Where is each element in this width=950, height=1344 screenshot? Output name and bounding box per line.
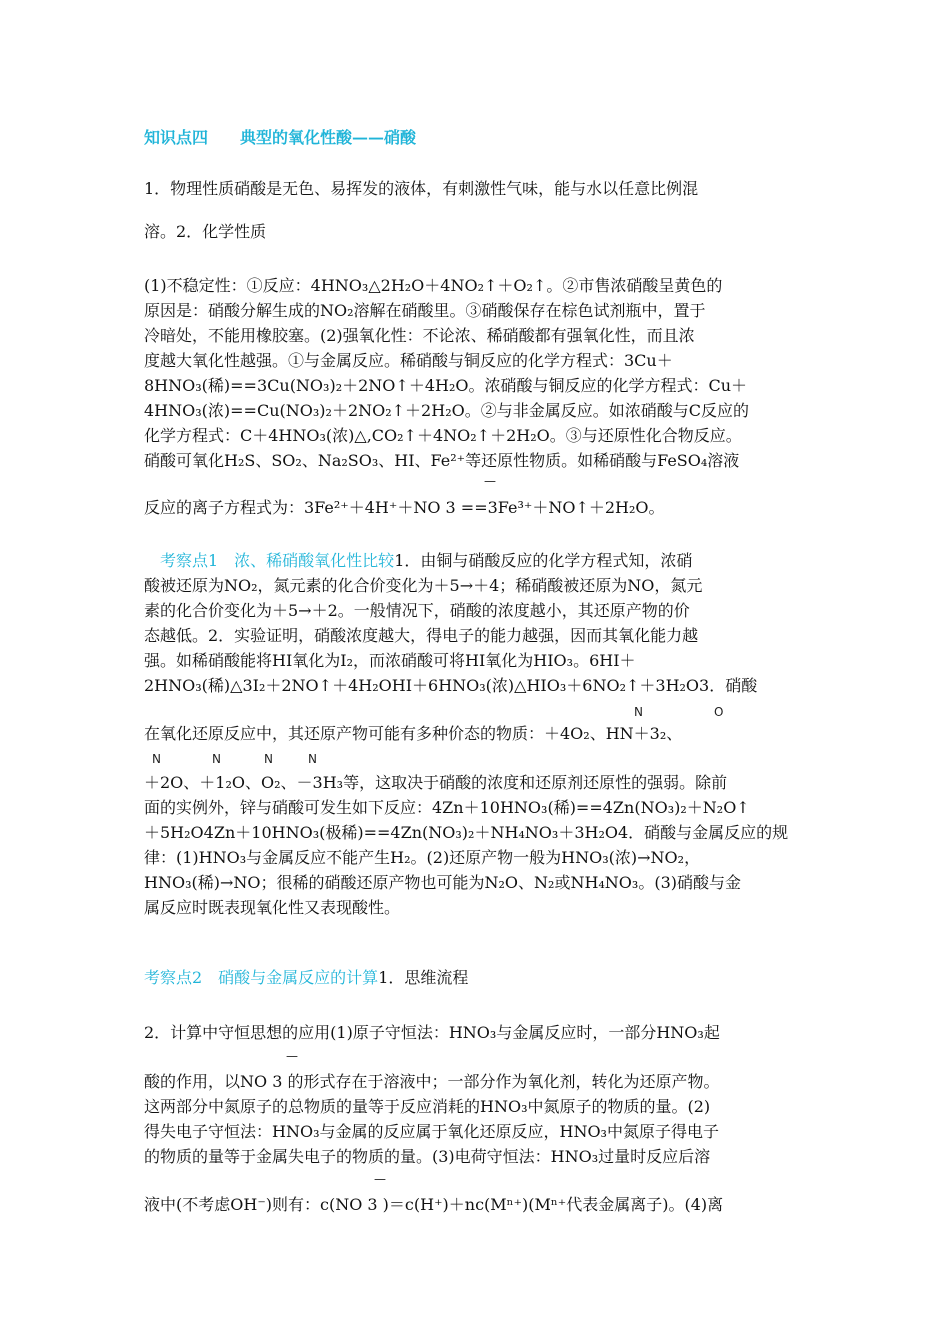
kaocha-1-line bbox=[144, 551, 692, 571]
section-title: 知识点四 典型的氧化性酸——硝酸 bbox=[144, 128, 417, 147]
kaocha-2-title: 考察点2 硝酸与金属反应的计算 bbox=[144, 968, 379, 987]
paragraph-line: 1．物理性质硝酸是无色、易挥发的液体，有刺激性气味，能与水以任意比例混 bbox=[144, 179, 699, 198]
paragraph-line: 素的化合价变化为＋5→＋2。一般情况下，硝酸的浓度越小，其还原产物的价 bbox=[144, 601, 690, 620]
paragraph-line: 液中(不考虑OH⁻)则有：c(NO 3 )＝c(H⁺)＋nc(Mⁿ⁺)(Mⁿ⁺代表金属离子)。(4)离 bbox=[144, 1195, 724, 1214]
valence-label: N bbox=[634, 705, 643, 719]
paragraph-line: HNO₃(稀)→NO；很稀的硝酸还原产物也可能为N₂O、N₂或NH₄NO₃。(3)硝酸与金 bbox=[144, 873, 742, 892]
paragraph-line: 这两部分中氮原子的总物质的量等于反应消耗的HNO₃中氮原子的物质的量。(2) bbox=[144, 1097, 711, 1116]
paragraph-line: 属反应时既表现氧化性又表现酸性。 bbox=[144, 898, 401, 917]
paragraph-line: 溶。2．化学性质 bbox=[144, 222, 267, 241]
paragraph-line: 化学方程式：C＋4HNO₃(浓)△,CO₂↑＋4NO₂↑＋2H₂O。③与还原性化合物反应。 bbox=[144, 426, 742, 445]
paragraph-line: 在氧化还原反应中，其还原产物可能有多种价态的物质：＋4O₂、HN＋3₂、 bbox=[144, 724, 683, 743]
kaocha-1-title: 考察点1 浓、稀硝酸氧化性比较 bbox=[144, 551, 395, 570]
paragraph-line: 律：(1)HNO₃与金属反应不能产生H₂。(2)还原产物一般为HNO₃(浓)→NO₂， bbox=[144, 848, 701, 867]
paragraph-line: 2．计算中守恒思想的应用(1)原子守恒法：HNO₃与金属反应时，一部分HNO₃起 bbox=[144, 1023, 720, 1042]
paragraph-line: ＋2O、＋1₂O、O₂、－3H₃等，这取决于硝酸的浓度和还原剂还原性的强弱。除前 bbox=[144, 773, 728, 792]
overbar-mark: — bbox=[286, 1049, 298, 1063]
paragraph-line: 面的实例外，锌与硝酸可发生如下反应：4Zn＋10HNO₃(稀)==4Zn(NO₃)₂＋N₂O↑ bbox=[144, 798, 750, 817]
overbar-mark: — bbox=[484, 474, 496, 488]
valence-label: N bbox=[264, 752, 273, 766]
paragraph-line: (1)不稳定性：①反应：4HNO₃△2H₂O＋4NO₂↑＋O₂↑。②市售浓硝酸呈黄色的 bbox=[144, 276, 723, 295]
valence-label: N bbox=[152, 752, 161, 766]
paragraph-line: ＋5H₂O4Zn＋10HNO₃(极稀)==4Zn(NO₃)₂＋NH₄NO₃＋3H₂O4．硝酸与金属反应的规 bbox=[144, 823, 789, 842]
kaocha-1-text: 1．由铜与硝酸反应的化学方程式知，浓硝 bbox=[394, 551, 693, 570]
overbar-mark: — bbox=[374, 1172, 386, 1186]
valence-label: N bbox=[308, 752, 317, 766]
valence-label: N bbox=[212, 752, 221, 766]
paragraph-line: 4HNO₃(浓)==Cu(NO₃)₂＋2NO₂↑＋2H₂O。②与非金属反应。如浓硝酸与C反应的 bbox=[144, 401, 749, 420]
paragraph-line: 8HNO₃(稀)==3Cu(NO₃)₂＋2NO↑＋4H₂O。浓硝酸与铜反应的化学方程式：Cu＋ bbox=[144, 376, 748, 395]
paragraph-line: 酸被还原为NO₂，氮元素的化合价变化为＋5→＋4；稀硝酸被还原为NO，氮元 bbox=[144, 576, 703, 595]
paragraph-line: 的物质的量等于金属失电子的物质的量。(3)电荷守恒法：HNO₃过量时反应后溶 bbox=[144, 1147, 711, 1166]
paragraph-line: 态越低。2．实验证明，硝酸浓度越大，得电子的能力越强，因而其氧化能力越 bbox=[144, 626, 699, 645]
paragraph-line: 强。如稀硝酸能将HI氧化为I₂，而浓硝酸可将HI氧化为HIO₃。6HI＋ bbox=[144, 651, 636, 670]
kaocha-2-line bbox=[144, 968, 468, 988]
paragraph-line: 原因是：硝酸分解生成的NO₂溶解在硝酸里。③硝酸保存在棕色试剂瓶中，置于 bbox=[144, 301, 706, 320]
paragraph-line: 硝酸可氧化H₂S、SO₂、Na₂SO₃、HI、Fe²⁺等还原性物质。如稀硝酸与FeSO₄溶液 bbox=[144, 451, 740, 470]
paragraph-line: 反应的离子方程式为：3Fe²⁺＋4H⁺＋NO 3 ==3Fe³⁺＋NO↑＋2H₂O。 bbox=[144, 498, 665, 517]
paragraph-line: 得失电子守恒法：HNO₃与金属的反应属于氧化还原反应，HNO₃中氮原子得电子 bbox=[144, 1122, 719, 1141]
paragraph-line: 度越大氧化性越强。①与金属反应。稀硝酸与铜反应的化学方程式：3Cu＋ bbox=[144, 351, 673, 370]
paragraph-line: 2HNO₃(稀)△3I₂＋2NO↑＋4H₂OHI＋6HNO₃(浓)△HIO₃＋6NO₂↑＋3H₂O3．硝酸 bbox=[144, 676, 758, 695]
paragraph-line: 冷暗处，不能用橡胶塞。(2)强氧化性：不论浓、稀硝酸都有强氧化性，而且浓 bbox=[144, 326, 695, 345]
valence-label: O bbox=[714, 705, 724, 719]
kaocha-2-text: 1．思维流程 bbox=[378, 968, 469, 987]
paragraph-line: 酸的作用，以NO 3 的形式存在于溶液中；一部分作为氧化剂，转化为还原产物。 bbox=[144, 1072, 720, 1091]
